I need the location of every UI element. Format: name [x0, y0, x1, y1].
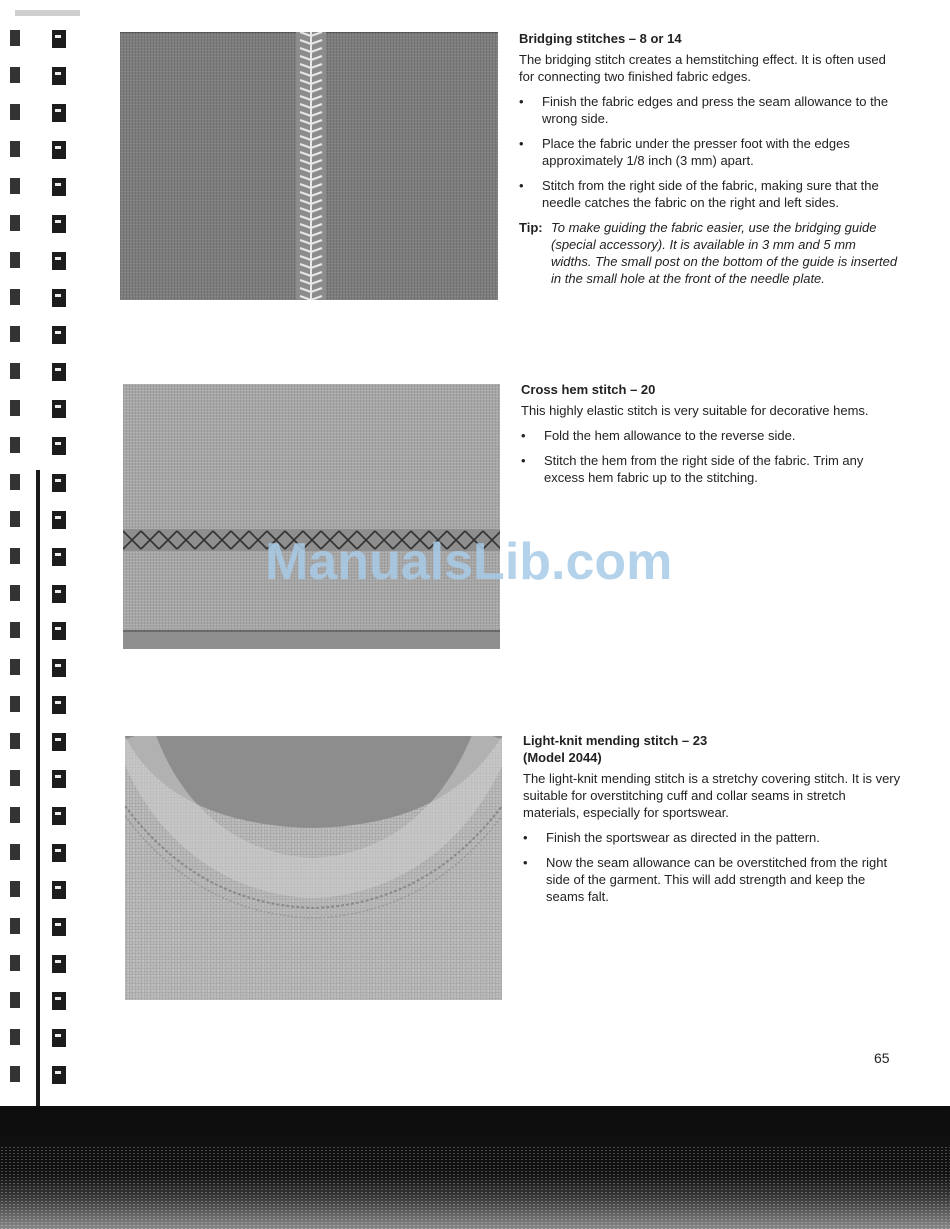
list-item: • Stitch from the right side of the fabric, making sure that the needle catches the fabric on the right and left sides.	[519, 177, 899, 211]
cross-hem-section	[521, 381, 906, 494]
list-item: • Now the seam allowance can be overstitched from the right side of the garment. This will add strength and keep the seams falt.	[523, 854, 903, 905]
light-knit-title	[523, 732, 903, 766]
light-knit-title-text: Light-knit mending stitch – 23	[523, 733, 708, 748]
bridging-title: Bridging stitches – 8 or 14	[519, 31, 682, 46]
scan-shadow-band	[0, 1106, 950, 1229]
list-item: • Stitch the hem from the right side of the fabric. Trim any excess hem fabric up to the stitching.	[521, 452, 906, 486]
list-item: • Finish the fabric edges and press the seam allowance to the wrong side.	[519, 93, 899, 127]
bridging-intro: The bridging stitch creates a hemstitching effect. It is often used for connecting two finished fabric edges.	[519, 52, 886, 84]
page-number: 65	[874, 1050, 890, 1066]
list-item: • Fold the hem allowance to the reverse side.	[521, 427, 906, 444]
cross-hem-title: Cross hem stitch – 20	[521, 382, 656, 397]
watermark: ManualsLib.com	[265, 533, 673, 591]
cross-hem-list	[521, 427, 906, 486]
bridging-list	[519, 93, 899, 211]
list-item: • Finish the sportswear as directed in the pattern.	[523, 829, 903, 846]
light-knit-section	[523, 732, 903, 913]
tip-label: Tip:	[519, 220, 543, 235]
cross-hem-stitch-photo	[123, 384, 500, 649]
tip-text: To make guiding the fabric easier, use the bridging guide (special accessory). It is available in 3 mm and 5 mm widths. The small post on the bottom of the guide is inserted in the small hole at the front of the needle plate.	[551, 220, 898, 286]
bridging-section	[519, 30, 899, 287]
cross-hem-intro: This highly elastic stitch is very suitable for decorative hems.	[521, 403, 869, 418]
list-item: • Place the fabric under the presser foot with the edges approximately 1/8 inch (3 mm) apart.	[519, 135, 899, 169]
light-knit-model: (Model 2044)	[523, 750, 602, 765]
tip-block	[519, 219, 899, 287]
light-knit-intro: The light-knit mending stitch is a stretchy covering stitch. It is very suitable for overstitching cuff and collar seams in stretch materials, especially for sportswear.	[523, 771, 901, 820]
spiral-binding	[0, 0, 80, 1110]
light-knit-stitch-photo	[125, 736, 502, 1000]
bridging-stitch-photo	[120, 32, 498, 300]
light-knit-list	[523, 829, 903, 905]
